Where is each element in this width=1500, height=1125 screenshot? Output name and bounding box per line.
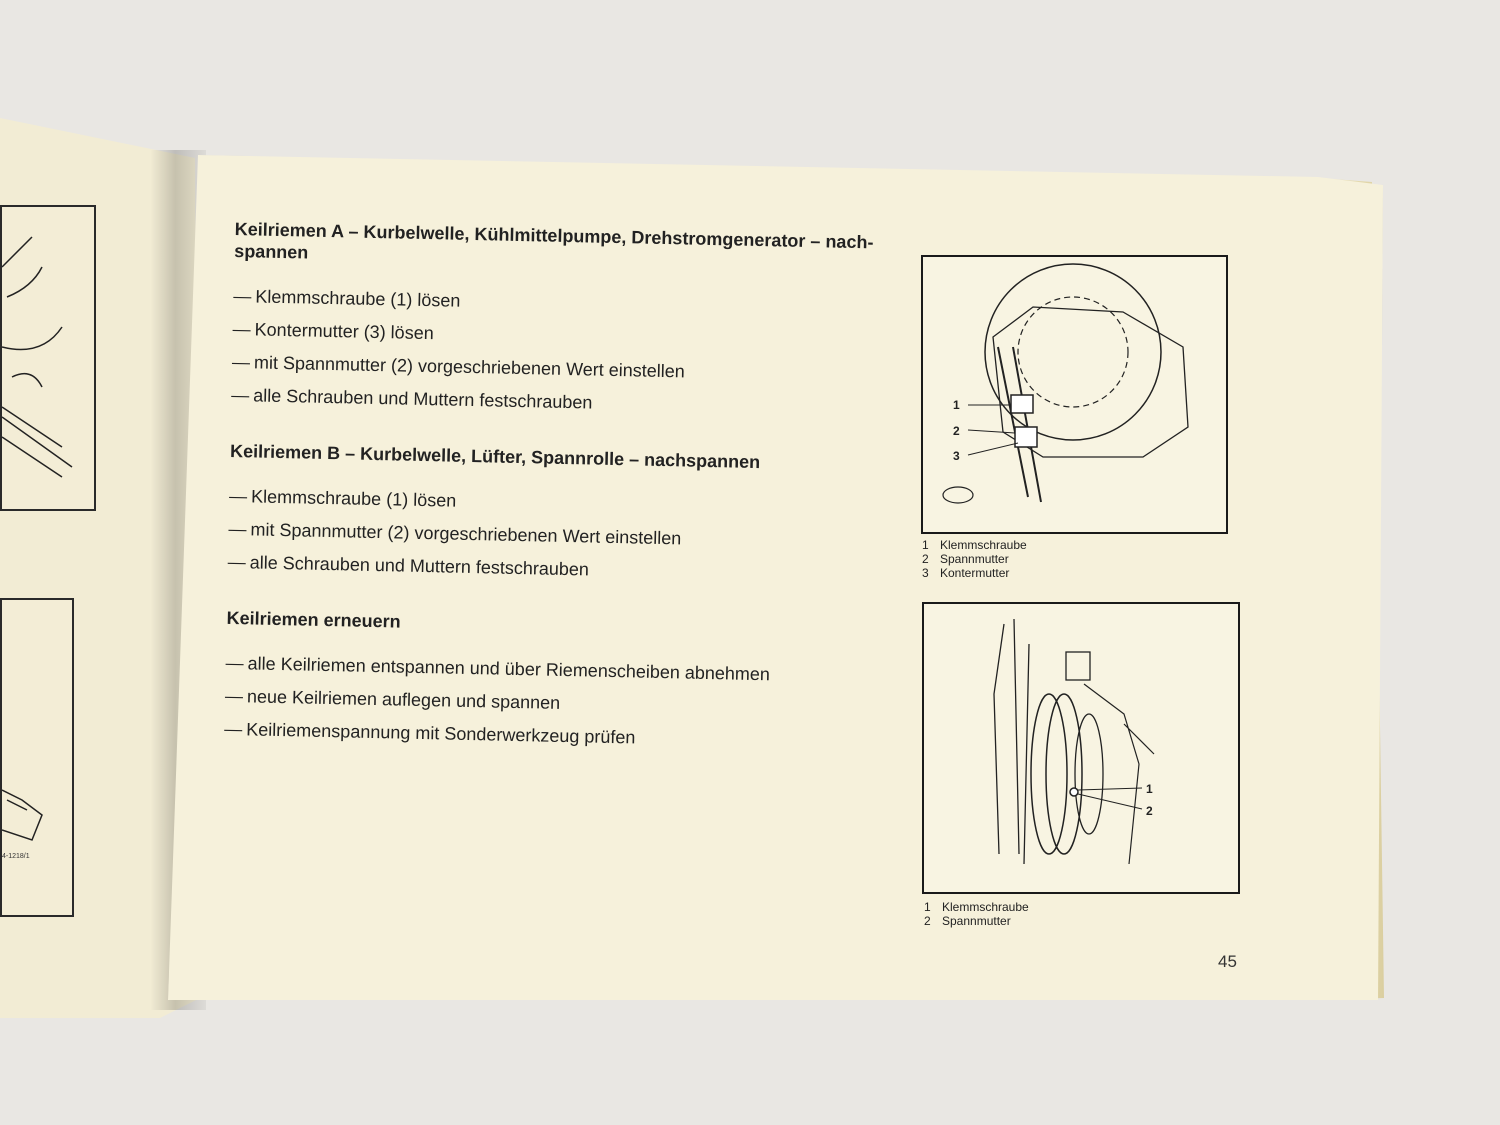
section-heading: Keilriemen A – Kurbelwelle, Kühlmittelpumpe, Drehstromgenerator – nach-spannen (234, 218, 874, 263)
figure-legend (924, 900, 1029, 928)
figure-legend (922, 538, 1027, 580)
step-item: — mit Spannmutter (2) vorgeschriebenen Wert einstellen (228, 518, 682, 549)
engine-tensioner-drawing (923, 257, 1226, 532)
step-item: — alle Schrauben und Muttern festschrauben (227, 551, 590, 580)
left-figure-bottom-drawing (2, 600, 72, 915)
step-item: — Klemmschraube (1) lösen (228, 485, 457, 511)
step-item: — mit Spannmutter (2) vorgeschriebenen Wert einstellen (231, 351, 685, 382)
legend-item: 2 Spannmutter (922, 552, 1009, 566)
left-figure-code: 4-1218/1 (2, 853, 30, 860)
legend-item: 2 Spannmutter (924, 914, 1011, 928)
callout-label: 2 (1146, 804, 1153, 818)
step-item: — Keilriemenspannung mit Sonderwerkzeug prüfen (224, 718, 636, 748)
step-list (227, 480, 909, 593)
fan-pulley-drawing (924, 604, 1238, 892)
step-item: — alle Schrauben und Muttern festschrauben (231, 384, 593, 413)
left-figure-top (0, 205, 96, 511)
step-list (224, 647, 906, 760)
step-item: — Klemmschraube (1) lösen (233, 285, 461, 311)
step-item: — alle Keilriemen entspannen und über Riemenscheiben abnehmen (225, 652, 771, 685)
legend-item: 1 Klemmschraube (924, 900, 1029, 914)
callout-label: 1 (1146, 782, 1153, 796)
instructions (223, 218, 914, 788)
left-figure-bottom (0, 598, 74, 917)
step-item: — neue Keilriemen auflegen und spannen (224, 685, 561, 713)
section-heading: Keilriemen B – Kurbelwelle, Lüfter, Spannrolle – nachspannen (229, 440, 761, 473)
callout-label: 1 (953, 398, 960, 412)
page-number: 45 (1218, 952, 1237, 971)
legend-item: 1 Klemmschraube (922, 538, 1027, 552)
step-item: — Kontermutter (3) lösen (232, 318, 434, 344)
left-figure-top-drawing (2, 207, 94, 509)
section-heading: Keilriemen erneuern (226, 607, 401, 632)
figure-tensioner-b (922, 602, 1240, 894)
step-list (231, 280, 914, 426)
figure-tensioner-a (921, 255, 1228, 534)
legend-item: 3 Kontermutter (922, 566, 1010, 580)
callout-label: 3 (953, 449, 960, 463)
callout-label: 2 (953, 424, 960, 438)
